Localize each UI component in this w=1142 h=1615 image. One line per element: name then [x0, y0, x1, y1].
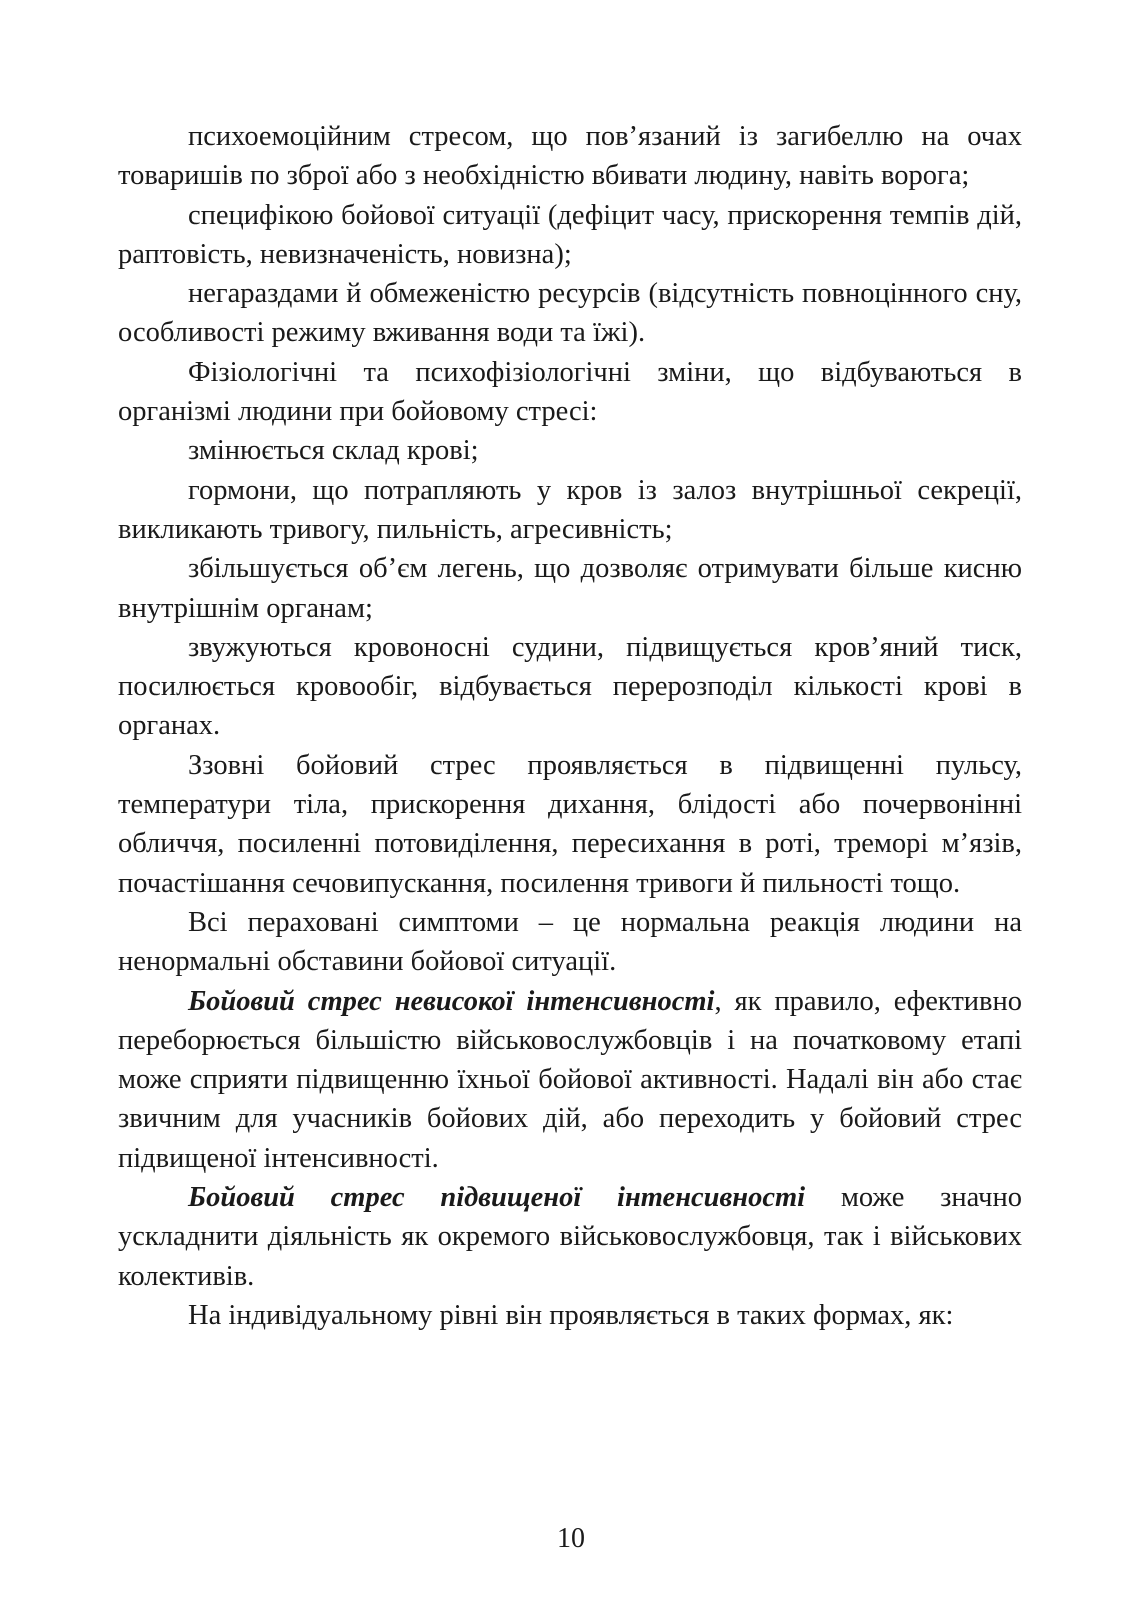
paragraph-blood-vessels: звужуються кровоносні судини, підвищується кров’яний тиск, посилюється кровообіг, відбувається перерозподіл кількості крові в органах. [118, 631, 1022, 742]
term-high-intensity-stress: Бойовий стрес підвищеної інтенсивності [188, 1182, 806, 1214]
page-number: 10 [557, 1523, 585, 1554]
paragraph-high-intensity-stress [118, 1178, 1022, 1296]
paragraph-low-intensity-stress [118, 982, 1022, 1178]
paragraph-physiological-changes: Фізіологічні та психофізіологічні зміни, що відбуваються в організмі людини при бойовому стресі: [118, 356, 1022, 428]
high-intensity-stress-text: може значно ускладнити діяльність як окремого військовослужбовця, так і військових колективів. [118, 1182, 1022, 1292]
paragraph-hormones: гормони, що потрапляють у кров із залоз внутрішньої секреції, викликають тривогу, пильність, агресивність; [118, 474, 1022, 545]
paragraph-lung-volume: збільшується об’єм легень, що дозволяє отримувати більше кисню внутрішнім органам; [118, 553, 1022, 624]
paragraph-psychoemotional-stress: психоемоційним стресом, що пов’язаний із загибеллю на очах товаришів по зброї або з необхідністю вбивати людину, навіть ворога; [118, 121, 1022, 192]
paragraph-blood-composition: змінюється склад крові; [188, 435, 479, 467]
term-low-intensity-stress: Бойовий стрес невисокої інтенсивності [188, 985, 715, 1017]
paragraph-external-signs: Ззовні бойовий стрес проявляється в підвищенні пульсу, температури тіла, прискорення дихання, блідості або почервонінні обличчя, посиленні потовиділення, пересихання в роті, треморі м’язів, почастішання сечовипускання, посилення тривоги й пильності тощо. [118, 749, 1022, 899]
paragraph-resource-limits: негараздами й обмеженістю ресурсів (відсутність повноцінного сну, особливості режиму вживання води та їжі). [118, 278, 1022, 349]
low-intensity-stress-text: , як правило, ефективно переборюється більшістю військовослужбовців і на початковому етапі може сприяти підвищенню їхньої бойової активності. Надалі він або стає звичним для учасників бойових дій, або переходить у бойовий стрес підвищеної інтенсивності. [118, 985, 1022, 1174]
document-body [118, 117, 1022, 1335]
paragraph-individual-level: На індивідуальному рівні він проявляється в таких формах, як: [188, 1299, 954, 1331]
paragraph-normal-reaction: Всі пераховані симптоми – це нормальна реакція людини на ненормальні обставини бойової ситуації. [118, 906, 1022, 978]
paragraph-combat-specifics: специфікою бойової ситуації (дефіцит часу, прискорення темпів дій, раптовість, невизначеність, новизна); [118, 199, 1022, 270]
